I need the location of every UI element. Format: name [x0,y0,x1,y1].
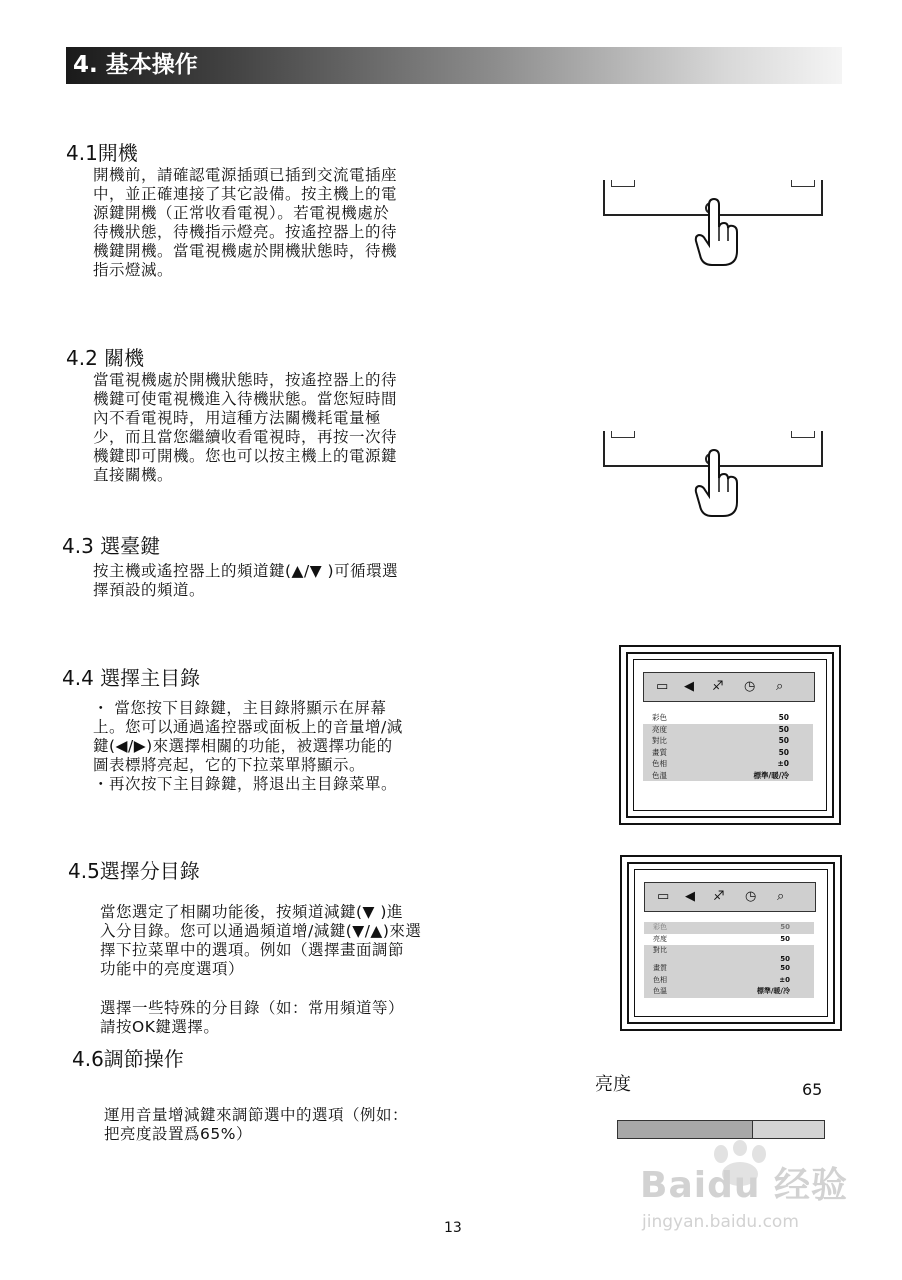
menu-dropdown-list-2 [644,922,814,998]
clock-icon: ◷ [745,889,757,904]
tv-menu-screen-1 [619,645,841,825]
text-line: 鍵(◀/▶)來選擇相關的功能，被選擇功能的 [93,737,393,755]
menu-dropdown-list [643,712,813,781]
section-4-3-body [93,562,398,600]
menu-row: 亮度 50 [652,724,789,734]
text-line: 擇預設的頻道。 [93,581,206,599]
text-line: 功能中的亮度選項） [100,960,245,978]
speaker-icon: ◀ [685,889,695,904]
watermark-brand: Baidu 经验 [640,1165,849,1206]
section-4-1-heading: 4.1開機 [66,141,138,165]
wrench-icon: ♐ [713,889,725,904]
text-line: 請按OK鍵選擇。 [100,1018,220,1036]
menu-row: 對比 [653,946,667,954]
section-4-5-heading: 4.5選擇分目錄 [68,859,200,883]
brightness-slider-fill [618,1121,753,1138]
speaker-icon: ◀ [684,679,694,694]
menu-row-selected: 亮度 50 [644,934,814,946]
section-4-6-heading: 4.6調節操作 [72,1047,184,1071]
text-line: 擇下拉菜單中的選項。例如（選擇畫面調節 [100,941,405,959]
text-line: 機鍵即可開機。您也可以按主機上的電源鍵 [93,447,398,465]
search-screen-icon: ⌕ [777,889,785,904]
text-line: 機鍵可使電視機進入待機狀態。當您短時間 [93,390,398,408]
text-line: 內不看電視時，用這種方法關機耗電量極 [93,409,382,427]
text-line: 源鍵開機（正常收看電視）。若電視機處於 [93,204,390,222]
menu-row: 色相 ±0 [652,759,789,768]
watermark-url: jingyan.baidu.com [642,1212,799,1232]
text-line: 當電視機處於開機狀態時，按遙控器上的待 [93,371,398,389]
menu-row: 色溫 標準/暖/冷 [653,987,790,995]
text-line: 當您選定了相關功能後，按頻道減鍵(▼ )進 [100,903,403,921]
text-line: 入分目錄。您可以通過頻道增/減鍵(▼/▲)來選 [100,922,422,940]
tv-icon: ▭ [656,679,669,694]
search-screen-icon: ⌕ [776,679,784,694]
brightness-value: 65 [802,1080,823,1099]
section-4-4-body [93,699,403,794]
pointing-hand-icon [690,197,742,269]
wrench-icon: ♐ [712,679,724,694]
menu-row: 色相 ±0 [653,975,790,984]
text-line: 圖表標將亮起，它的下拉菜單將顯示。 [93,756,366,774]
section-4-4-heading: 4.4 選擇主目錄 [62,666,201,690]
text-line: 開機前，請確認電源插頭已插到交流電插座 [93,166,398,184]
pointing-hand-icon-2 [690,448,742,520]
section-4-2-heading: 4.2 關機 [66,346,145,370]
menu-row: 畫質 50 [653,964,790,972]
menu-row: 色溫 標準/暖/冷 [652,770,789,780]
menu-row: 對比 50 [652,736,789,745]
section-4-1-body [93,166,397,280]
menu-row: 50 [780,955,790,963]
section-4-5-body [100,903,421,979]
menu-row: 彩色 50 [643,712,813,724]
section-4-5-note [100,999,404,1037]
menu-row: 畫質 50 [652,747,789,757]
text-line: 中，並正確連接了其它設備。按主機上的電 [93,185,398,203]
page-number: 13 [444,1220,462,1236]
section-4-6-body [104,1106,408,1144]
menu-icon-bar-2 [644,882,816,912]
menu-row: 彩色 50 [653,923,790,931]
brightness-label: 亮度 [595,1074,631,1095]
text-line: 選擇一些特殊的分目錄（如：常用頻道等） [100,999,405,1017]
text-line: 上。您可以通過遙控器或面板上的音量增/減 [93,718,403,736]
section-4-3-heading: 4.3 選臺鍵 [62,534,161,558]
menu-icon-bar [643,672,815,702]
clock-icon: ◷ [744,679,756,694]
tv-icon: ▭ [657,889,670,904]
text-line: 直接關機。 [93,466,174,484]
text-line: 指示燈滅。 [93,261,174,279]
section-4-2-body [93,371,397,485]
text-line: 少，而且當您繼續收看電視時，再按一次待 [93,428,398,446]
text-line: ・再次按下主目錄鍵，將退出主目錄菜單。 [93,775,398,793]
text-line: 運用音量增減鍵來調節選中的選項（例如： [104,1106,409,1124]
tv-menu-screen-2 [620,855,842,1031]
brightness-slider [617,1120,825,1139]
text-line: 機鍵開機。當電視機處於開機狀態時，待機 [93,242,398,260]
text-line: 按主機或遙控器上的頻道鍵(▲/▼ )可循環選 [93,562,399,580]
text-line: 把亮度設置爲65%） [104,1125,252,1143]
chapter-title: 4. 基本操作 [73,52,198,78]
text-line: ・ 當您按下目錄鍵，主目錄將顯示在屏幕 [93,699,387,717]
text-line: 待機狀態，待機指示燈亮。按遙控器上的待 [93,223,398,241]
